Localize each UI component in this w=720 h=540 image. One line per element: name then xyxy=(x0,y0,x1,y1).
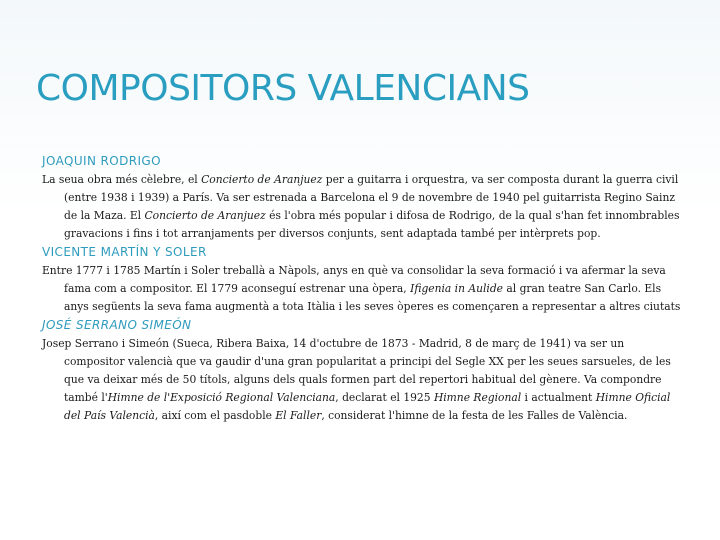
text-run-italic: El Faller xyxy=(275,409,322,422)
section-joaquin-rodrigo xyxy=(42,153,682,243)
section-heading: JOAQUIN RODRIGO xyxy=(42,154,161,168)
text-run: La seua obra més cèlebre, el xyxy=(42,173,202,186)
slide-content xyxy=(42,153,682,426)
text-run-italic: Himne Regional xyxy=(433,391,522,404)
text-run-italic: Concierto de Aranjuez xyxy=(201,173,323,186)
text-run: i actualment xyxy=(521,391,596,404)
text-run-italic: Himne Oficial del País Valencià xyxy=(64,391,671,422)
section-paragraph xyxy=(42,171,682,243)
text-run: al gran teatre San Carlo. Els anys següents la seva fama augmentà a tota Itàlia i les seves òperes es començaren a representar a altres ciutats xyxy=(64,282,681,313)
section-paragraph xyxy=(42,262,682,316)
text-run: , així com el pasdoble xyxy=(154,409,276,422)
text-run: per a guitarra i orquestra, va ser composta durant la guerra civil (entre 1938 i 1939) a París. Va ser estrenada a Barcelona el 9 de novembre de 1940 pel guitarrista Regino Sainz de la Maza. El xyxy=(64,173,679,222)
text-run: Entre 1777 i 1785 Martín i Soler treballà a Nàpols, anys en què va consolidar la seva formació i va afermar la seva fama com a compositor. El 1779 aconseguí estrenar una òpera, xyxy=(42,264,666,295)
text-run: , declarat el 1925 xyxy=(335,391,434,404)
section-heading: VICENTE MARTÍN Y SOLER xyxy=(42,245,207,259)
text-run-italic: Himne de l'Exposició Regional Valenciana xyxy=(107,391,336,404)
text-run-italic: Ifigenia in Aulide xyxy=(410,282,503,295)
text-run: Josep Serrano i Simeón (Sueca, Ribera Baixa, 14 d'octubre de 1873 - Madrid, 8 de març de 1941) va ser un compositor valencià que va gaudir d'una gran popularitat a principi del Segle XX per les seues sarsueles, de les que va deixar més de 50 títols, alguns dels quals formen part del repertori habitual del gènere. Va compondre també l' xyxy=(42,337,671,404)
text-run: , considerat l'himne de la festa de les Falles de València. xyxy=(321,409,628,422)
slide-title: COMPOSITORS VALENCIANS xyxy=(36,68,530,109)
section-heading: JOSÉ SERRANO SIMEÓN xyxy=(42,318,192,332)
section-paragraph xyxy=(42,335,682,425)
text-run-italic: Concierto de Aranjuez xyxy=(144,209,266,222)
section-vicente-martin-y-soler xyxy=(42,244,682,316)
section-jose-serrano-simeon xyxy=(42,317,682,425)
text-run: és l'obra més popular i difosa de Rodrigo, de la qual s'han fet innombrables gravacions i fins i tot arranjaments per diversos conjunts, sent adaptada també per intèrprets pop. xyxy=(64,209,680,240)
